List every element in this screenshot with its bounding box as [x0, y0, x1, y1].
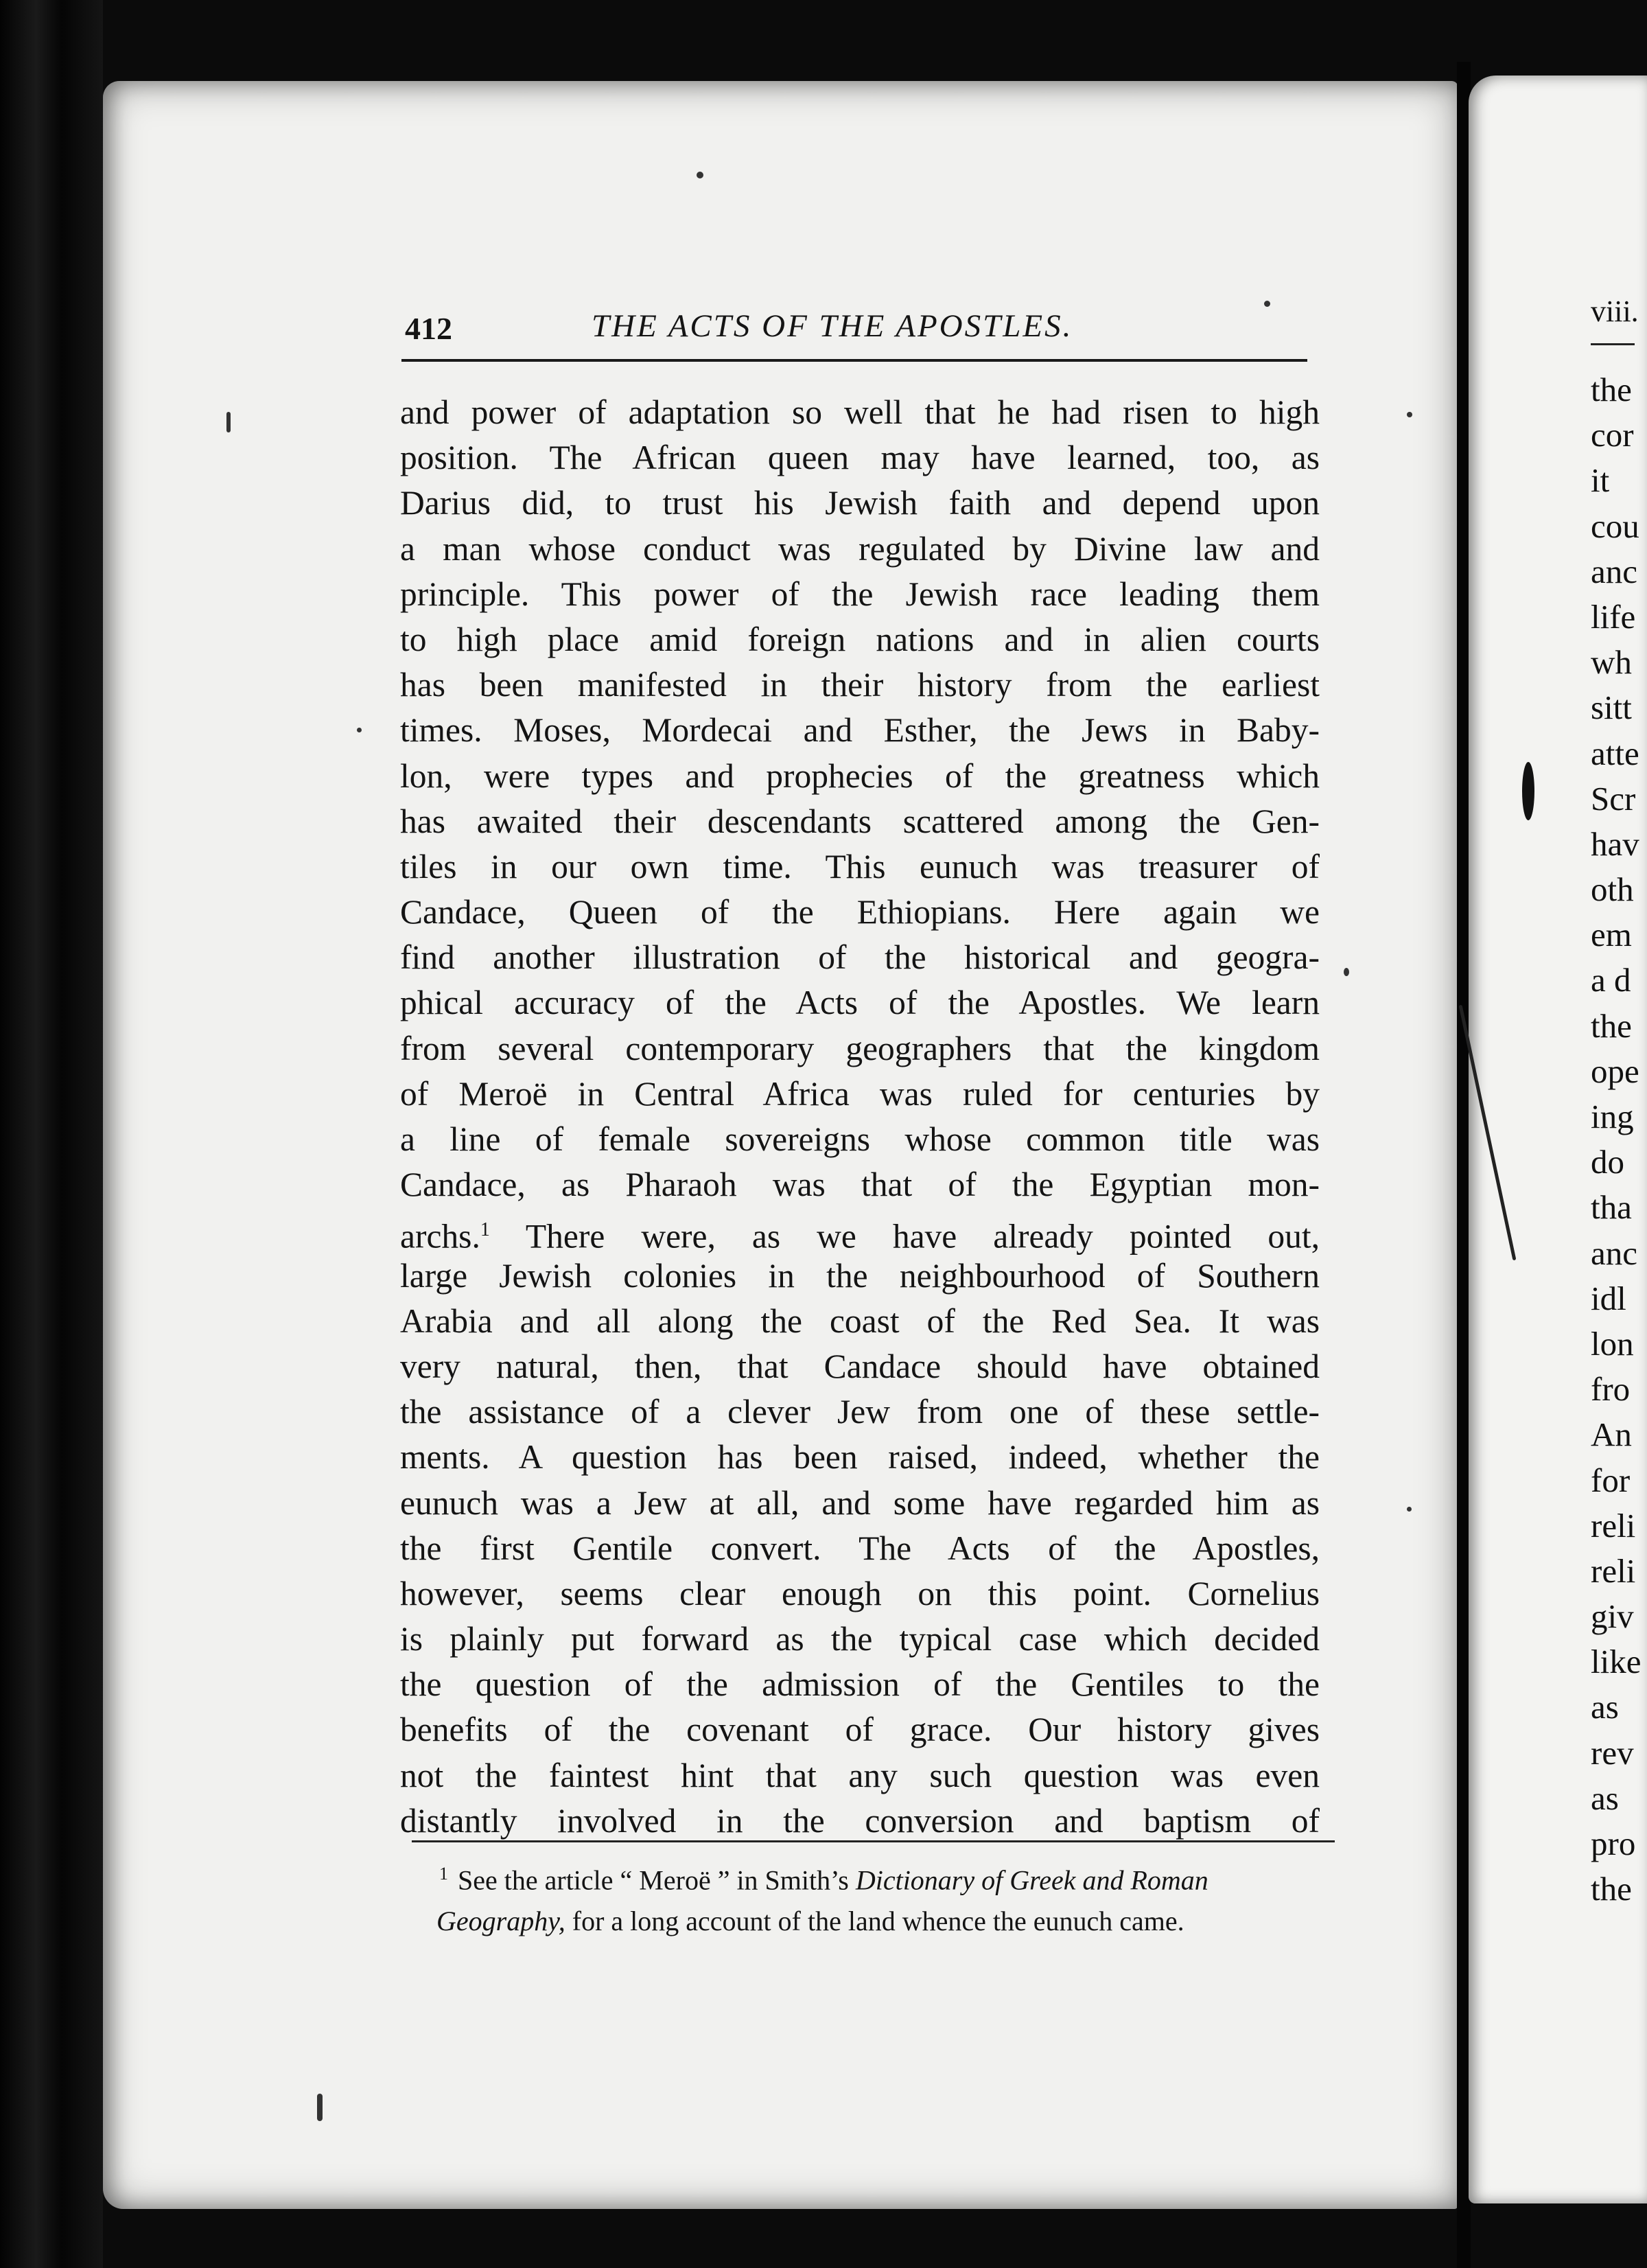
footnote-text: See the article “ Meroë ” in Smith’s — [458, 1864, 856, 1896]
facing-page-line: oth — [1591, 870, 1634, 909]
scan-speck — [1264, 301, 1270, 307]
facing-page-line: sitt — [1591, 688, 1632, 727]
facing-page-line: like — [1591, 1643, 1642, 1681]
facing-page-head: viii. — [1591, 294, 1639, 328]
facing-page-line: the — [1591, 1870, 1632, 1908]
text-line: principle. This power of the Jewish race leading them — [400, 575, 1320, 613]
facing-page-line: cor — [1591, 416, 1634, 454]
text-line: the question of the admission of the Gentiles to the — [400, 1665, 1320, 1704]
scan-speck — [1407, 412, 1412, 417]
footnote-title: Dictionary of Greek and Roman — [855, 1864, 1208, 1896]
facing-page-line: it — [1591, 461, 1610, 500]
facing-page-line: anc — [1591, 552, 1637, 590]
scan-speck — [357, 728, 362, 732]
facing-page-line: giv — [1591, 1597, 1634, 1636]
facing-page-rule — [1591, 343, 1635, 345]
facing-page-line: ope — [1591, 1052, 1639, 1090]
footnote — [436, 1853, 1335, 1942]
text-line: and power of adaptation so well that he had risen to high — [400, 393, 1320, 431]
text-line: a man whose conduct was regulated by Divine law and — [400, 529, 1320, 568]
text-line: Candace, as Pharaoh was that of the Egyptian mon- — [400, 1166, 1320, 1204]
facing-page-line: An — [1591, 1415, 1632, 1454]
scan-speck — [1407, 1507, 1412, 1512]
running-head: THE ACTS OF THE APOSTLES. — [592, 308, 1073, 344]
facing-page-line: idl — [1591, 1279, 1626, 1317]
text-line: position. The African queen may have learned, too, as — [400, 439, 1320, 477]
scan-speck — [317, 2094, 323, 2121]
facing-page-line: wh — [1591, 643, 1632, 682]
facing-page-line: as — [1591, 1688, 1619, 1726]
footnote-text: for a long account of the land whence the eunuch came. — [565, 1906, 1184, 1937]
text-line: a line of female sovereigns whose common title was — [400, 1120, 1320, 1158]
text-line: lon, were types and prophecies of the greatness which — [400, 756, 1320, 795]
page-header — [405, 310, 1307, 351]
footnote-rule — [412, 1840, 1335, 1842]
facing-page-line: lon — [1591, 1324, 1634, 1363]
text-line: the assistance of a clever Jew from one of these settle- — [400, 1393, 1320, 1431]
facing-page-lines — [1591, 367, 1641, 1912]
text-line: not the faintest hint that any such question was even — [400, 1756, 1320, 1794]
facing-page-line: ing — [1591, 1098, 1634, 1135]
facing-page-line: as — [1591, 1779, 1619, 1817]
facing-page-line: the — [1591, 371, 1632, 408]
text-line: very natural, then, that Candace should have obtained — [400, 1347, 1320, 1385]
footnote-mark: 1 — [439, 1864, 448, 1884]
text-line: ments. A question has been raised, indeed, whether the — [400, 1438, 1320, 1477]
scan-speck — [1344, 968, 1349, 976]
facing-page-line: Scr — [1591, 779, 1636, 818]
facing-page-line: reli — [1591, 1506, 1636, 1544]
line-text: archs. — [400, 1217, 480, 1256]
text-line: tiles in our own time. This eunuch was treasurer of — [400, 847, 1320, 886]
facing-page-line: a d — [1591, 961, 1631, 999]
text-line: however, seems clear enough on this point. Cornelius — [400, 1574, 1320, 1612]
header-rule — [401, 359, 1307, 362]
page-number: 412 — [405, 311, 452, 346]
text-line: Candace, Queen of the Ethiopians. Here again we — [400, 893, 1320, 931]
text-line: the first Gentile convert. The Acts of the Apostles, — [400, 1529, 1320, 1567]
text-line: large Jewish colonies in the neighbourhood of Southern — [400, 1256, 1320, 1295]
ink-mark — [1522, 762, 1534, 820]
facing-page-line: em — [1591, 916, 1632, 954]
text-line: has awaited their descendants scattered among the Gen- — [400, 802, 1320, 840]
text-line: find another illustration of the historical and geogra- — [400, 938, 1320, 977]
text-line: eunuch was a Jew at all, and some have regarded him as — [400, 1483, 1320, 1522]
facing-page-line: cou — [1591, 507, 1639, 545]
facing-page-line: life — [1591, 597, 1636, 636]
facing-page-line: pro — [1591, 1825, 1636, 1862]
body-text — [400, 390, 1320, 1844]
line-text: There were, as we have already pointed out, — [489, 1217, 1320, 1256]
footnote-line — [436, 1901, 1335, 1942]
facing-page-line: tha — [1591, 1188, 1632, 1227]
text-line: to high place amid foreign nations and in alien courts — [400, 620, 1320, 658]
footnote-reference: 1 — [480, 1219, 490, 1241]
facing-page-line: do — [1591, 1143, 1624, 1181]
facing-page-line: fro — [1591, 1370, 1631, 1409]
facing-page-line: the — [1591, 1006, 1632, 1045]
facing-page-line: for — [1591, 1461, 1631, 1499]
text-line: times. Moses, Mordecai and Esther, the Jews in Baby- — [400, 711, 1320, 750]
text-line-with-footnote-ref — [400, 1207, 1320, 1256]
scan-speck — [226, 412, 231, 432]
facing-page-line: rev — [1591, 1733, 1634, 1772]
text-line: phical accuracy of the Acts of the Apostles. We learn — [400, 984, 1320, 1022]
text-line: of Meroë in Central Africa was ruled for centuries by — [400, 1074, 1320, 1113]
text-line: from several contemporary geographers that the kingdom — [400, 1029, 1320, 1067]
footnote-line — [439, 1853, 1335, 1901]
facing-page-line: anc — [1591, 1234, 1637, 1272]
text-line: distantly involved in the conversion and baptism of — [400, 1801, 1320, 1840]
text-line: is plainly put forward as the typical case which decided — [400, 1620, 1320, 1658]
text-line: Darius did, to trust his Jewish faith and depend upon — [400, 484, 1320, 522]
text-line: Arabia and all along the coast of the Red Sea. It was — [400, 1301, 1320, 1340]
footnote-title: Geography, — [436, 1906, 565, 1937]
text-line: benefits of the covenant of grace. Our history gives — [400, 1711, 1320, 1749]
facing-page-line: hav — [1591, 824, 1639, 863]
book-binding-edge — [0, 0, 103, 2268]
text-line: has been manifested in their history from the earliest — [400, 666, 1320, 704]
scan-speck — [697, 172, 703, 178]
facing-page-line: reli — [1591, 1551, 1636, 1590]
facing-page-line: atte — [1591, 734, 1639, 772]
